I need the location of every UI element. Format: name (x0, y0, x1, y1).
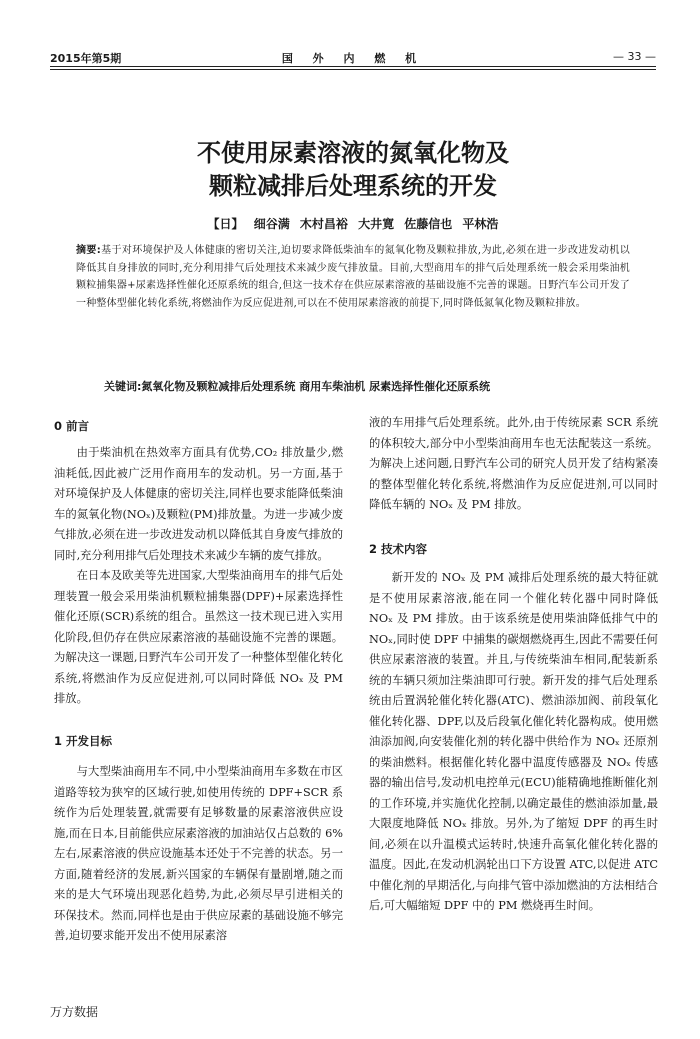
section-0-title: 0 前言 (54, 419, 90, 433)
authors: 【日】 细谷满 木村昌裕 大井寛 佐藤信也 平林浩 (207, 217, 499, 231)
section-1-body (54, 762, 343, 947)
footer-watermark: 万方数据 (50, 1005, 99, 1019)
abstract (76, 242, 630, 312)
header-rule (50, 66, 656, 67)
section-2-paragraph-1: 新开发的 NOₓ 及 PM 减排后处理系统的最大特征就是不使用尿素溶液,能在同一个催化转化器中同时降低 NOₓ 及 PM 排放。由于该系统是使用柴油降低排气中的 NOₓ,同时使 DPF 中捕集的碳烟燃烧再生,因此不需要任何供应尿素溶液的装置。并且,与传统柴油车相同,配装新系统的车辆只须加注柴油即可行驶。新开发的排气后处理系统由后置涡轮催化转化器(ATC)、燃油添加阀、前段氧化催化转化器、DPF,以及后段氧化催化转化器构成。使用燃油添加阀,向安装催化剂的转化器中供给作为 NOₓ 还原剂的柴油燃料。根据催化转化器中温度传感器及 NOₓ 传感器的输出信号,发动机电控单元(ECU)能精确地推断催化剂的工作环境,并实施优化控制,以确定最佳的燃油添加量,最大限度地降低 NOₓ 排放。另外,为了缩短 DPF 的再生时间,必须在以升温模式运转时,快速升高氧化催化转化器的温度。因此,在发动机涡轮出口下方设置 ATC,以促进 ATC 中催化剂的早期活化,与向排气管中添加燃油的方法相结合后,可大幅缩短 DPF 中的 PM 燃烧再生时间。 (369, 571, 658, 912)
header-rule-thin (50, 69, 656, 70)
keywords-text: 氮氧化物及颗粒减排后处理系统 商用车柴油机 尿素选择性催化还原系统 (141, 380, 491, 393)
keywords-label: 关键词: (104, 380, 142, 393)
journal-name: 国 外 内 燃 机 (281, 52, 425, 65)
article-title-line2: 颗粒减排后处理系统的开发 (209, 172, 497, 200)
section-1-paragraph-1-continued: 液的车用排气后处理系统。此外,由于传统尿素 SCR 系统的体积较大,部分中小型柴油商用车也无法配装这一系统。为解决上述问题,日野汽车公司的研究人员开发了结构紧凑的整体型催化转化系统,将燃油作为反应促进剂,可以同时降低车辆的 NOₓ 及 PM 排放。 (369, 416, 658, 511)
issue-label: 2015年第5期 (50, 52, 122, 65)
section-0-paragraph-1: 由于柴油机在热效率方面具有优势,CO₂ 排放量少,燃油耗低,因此被广泛用作商用车的发动机。另一方面,基于对环境保护及人体健康的密切关注,同样也要求能降低柴油车的氮氧化物(NOₓ)及颗粒(PM)排放量。为进一步减少废气排放,必须在进一步改进发动机以降低其自身废气排放的同时,充分利用排气后处理技术来减少车辆的废气排放。 (54, 446, 343, 562)
section-1-continued (369, 413, 658, 516)
article-title-line1: 不使用尿素溶液的氮氧化物及 (197, 139, 509, 167)
abstract-text: 基于对环境保护及人体健康的密切关注,迫切要求降低柴油车的氮氧化物及颗粒排放,为此,必须在进一步改进发动机以降低其自身排放的同时,充分利用排气后处理技术来减少废气排放量。目前,大型商用车的排气后处理系统一般会采用柴油机颗粒捕集器+尿素选择性催化还原系统的组合,但这一技术存在供应尿素溶液的基础设施不完善的课题。日野汽车公司开发了一种整体型催化转化系统,将燃油作为反应促进剂,可以在不使用尿素溶液的前提下,同时降低氮氧化物及颗粒排放。 (76, 245, 630, 309)
section-0-body (54, 443, 343, 710)
keywords (104, 378, 644, 394)
section-2-body (369, 568, 658, 917)
abstract-label: 摘要: (76, 245, 101, 256)
section-1-paragraph-1: 与大型柴油商用车不同,中小型柴油商用车多数在市区道路等较为狭窄的区域行驶,如使用传统的 DPF+SCR 系统作为后处理装置,就需要有足够数量的尿素溶液供应设施,而在日本,目前能供应尿素溶液的加油站仅占总数的 6%左右,尿素溶液的供应设施基本还处于不完善的状态。另一方面,随着经济的发展,新兴国家的车辆保有量剧增,随之而来的是大气环境出现恶化趋势,为此,必须尽早引进相关的环保技术。然而,同样也是由于供应尿素的基础设施不够完善,迫切要求能开发出不使用尿素溶 (54, 765, 343, 942)
section-0-paragraph-2: 在日本及欧美等先进国家,大型柴油商用车的排气后处理装置一般会采用柴油机颗粒捕集器(DPF)+尿素选择性催化还原(SCR)系统的组合。虽然这一技术现已进入实用化阶段,但仍存在供应尿素溶液的基础设施不完善的课题。为解决这一课题,日野汽车公司开发了一种整体型催化转化系统,将燃油作为反应促进剂,可以同时降低 NOₓ 及 PM 排放。 (54, 569, 343, 705)
section-1-title: 1 开发目标 (54, 734, 113, 748)
page-number: — 33 — (613, 50, 656, 63)
section-2-title: 2 技术内容 (369, 542, 428, 556)
